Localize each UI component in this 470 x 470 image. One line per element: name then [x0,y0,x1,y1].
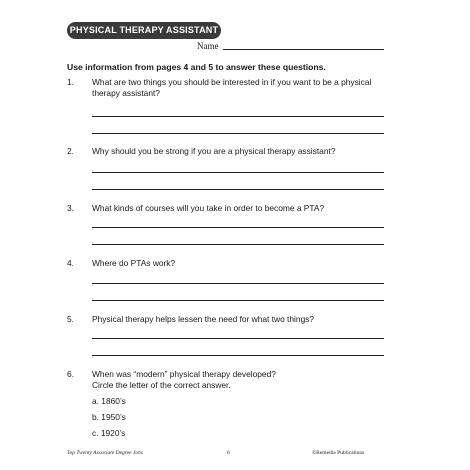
question-number: 1. [67,77,74,87]
question-line: Physical therapy helps lessen the need for what two things? [92,314,315,324]
question-number: 5. [67,314,74,324]
worksheet-title: PHYSICAL THERAPY ASSISTANT [67,22,221,39]
question-text [92,258,392,269]
question-text [92,369,392,391]
question-line: What kinds of courses will you take in order to become a PTA? [92,203,325,213]
question-number: 3. [67,203,74,213]
question-line: Why should you be strong if you are a physical therapy assistant? [92,146,336,156]
answer-line[interactable] [92,227,384,228]
answer-line[interactable] [92,116,384,117]
question-text [92,203,392,214]
question-line: therapy assistant? [92,88,160,98]
question-text [92,314,392,325]
question-number: 4. [67,258,74,268]
question-line: What are two things you should be interested in if you want to be a physical [92,77,372,87]
answer-line[interactable] [92,172,384,173]
answer-option-b[interactable]: b. 1950’s [92,412,126,422]
question-text [92,77,392,99]
footer-publisher: ©Remedia Publications [312,450,365,456]
answer-line[interactable] [92,133,384,134]
instructions: Use information from pages 4 and 5 to answer these questions. [67,62,326,72]
answer-line[interactable] [92,355,384,356]
name-answer-line[interactable] [223,49,384,50]
footer-page-number: 6 [227,450,230,456]
question-line: When was “modern” physical therapy developed? [92,369,276,379]
footer-book-title: Top Twenty Associate Degree Jobs [67,450,144,456]
question-line: Where do PTAs work? [92,258,176,268]
question-number: 2. [67,146,74,156]
answer-line[interactable] [92,338,384,339]
name-label: Name [197,41,219,51]
answer-option-a[interactable]: a. 1860’s [92,396,126,406]
question-text [92,146,392,157]
question-line: Circle the letter of the correct answer. [92,380,231,390]
answer-line[interactable] [92,244,384,245]
answer-option-c[interactable]: c. 1920’s [92,428,126,438]
answer-line[interactable] [92,283,384,284]
answer-line[interactable] [92,189,384,190]
question-number: 6. [67,369,74,379]
answer-line[interactable] [92,300,384,301]
